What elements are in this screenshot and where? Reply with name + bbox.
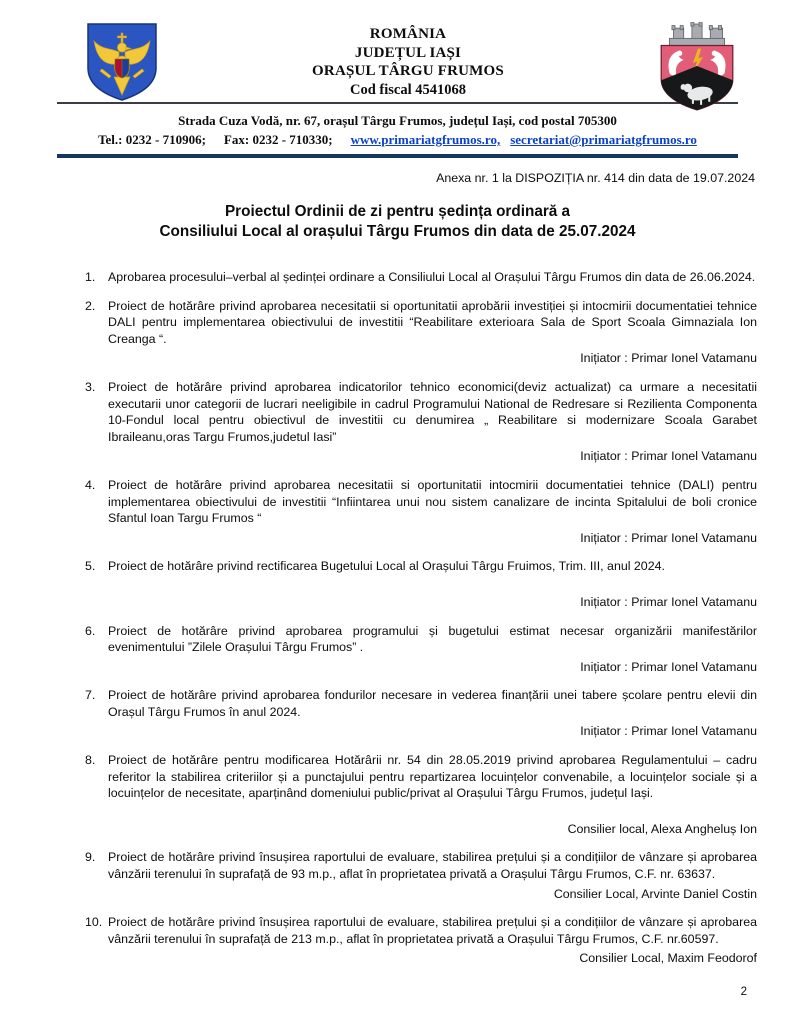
contact-line — [0, 130, 795, 149]
agenda-item-body — [108, 687, 757, 740]
agenda-item-attribution: Consilier local, Alexa Angheluș Ion — [567, 821, 757, 836]
contact-fax: Fax: 0232 - 710330; — [223, 132, 333, 147]
agenda-item-attribution: Inițiator : Primar Ionel Vatamanu — [580, 530, 757, 545]
agenda-item-body — [108, 298, 757, 367]
agenda-item — [85, 849, 757, 902]
contact-tel: Tel.: 0232 - 710906; — [98, 132, 206, 147]
header-county: JUDEȚUL IAȘI — [354, 44, 462, 61]
agenda-item — [85, 269, 757, 286]
targu-frumos-coat-of-arms-icon — [657, 22, 737, 112]
agenda-item — [85, 477, 757, 546]
agenda-item — [85, 623, 757, 676]
agenda-item-text: Proiect de hotărâre privind aprobarea indicatorilor tehnico economici(deviz actualizat) ca urmare a necesitatii executarii unor categorii de lucrari neeligibile in cadrul Programului National de Redresare si Rezilienta Componenta 10-Fondul local pentru obiectivul de investitii cu denumirea „ Reabilitare si modernizare Scoala Garabet Ibraileanu,oras Targu Frumos,judetul Iasi” — [108, 379, 757, 444]
romania-coat-of-arms — [85, 22, 159, 102]
agenda-item-attribution: Inițiator : Primar Ionel Vatamanu — [580, 351, 757, 366]
romania-coat-of-arms-icon — [85, 22, 159, 102]
agenda-item-number: 4. — [85, 477, 96, 492]
header-titles — [159, 22, 657, 99]
agenda-item-number: 2. — [85, 298, 96, 313]
agenda-item-body — [108, 269, 757, 286]
agenda-item-number: 3. — [85, 379, 96, 394]
agenda-item-body — [108, 914, 757, 967]
agenda-list — [85, 269, 757, 967]
agenda-item-attribution: Inițiator : Primar Ionel Vatamanu — [580, 449, 757, 464]
website-link[interactable]: www.primariatgfrumos.ro, — [350, 132, 501, 147]
annex-line: Anexa nr. 1 la DISPOZIȚIA nr. 414 din data de 19.07.2024 — [436, 171, 755, 185]
agenda-item-text: Proiect de hotărâre privind aprobarea necesitatii si oportunitatii intocmirii documentatiei tehnice (DALI) pentru implementarea obiectivului de investitii “Infiintarea unui nou sistem canalizare de incinta Spitalului de boli cronice Sfantul Ioan Targu Frumos “ — [108, 477, 757, 526]
agenda-item-text: Proiect de hotărâre privind însușirea raportului de evaluare, stabilirea prețului și a condițiilor de vânzare și aprobarea vânzării terenului în suprafață de 213 m.p., aflat în proprietatea privată a Orașului Târgu Frumos, C.F. nr.60597. — [108, 915, 757, 946]
page-number: 2 — [740, 986, 747, 998]
agenda-item — [85, 298, 757, 367]
agenda-item-attribution: Inițiator : Primar Ionel Vatamanu — [580, 659, 757, 674]
targu-frumos-coat-of-arms — [657, 22, 737, 112]
agenda-item — [85, 687, 757, 740]
agenda-item-text: Proiect de hotărâre pentru modificarea Hotărârii nr. 54 din 28.05.2019 privind aprobarea Regulamentului – cadru referitor la stabilirea criteriilor și a punctajului pentru repartizarea locuințelor convenabile, a locuințelor sociale și a locuințelor de necesitate, aparținând domeniului public/privat al Orașului Târgu Frumos, județul Iași. — [108, 753, 757, 801]
agenda-item-text: Proiect de hotărâre privind rectificarea Bugetului Local al Orașului Târgu Fruimos, Trim. III, anul 2024. — [108, 559, 665, 574]
agenda-item-attribution: Consilier Local, Arvinte Daniel Costin — [553, 886, 757, 901]
agenda-item-number: 10. — [85, 915, 103, 930]
agenda-item-body — [108, 849, 757, 902]
agenda-item-number: 8. — [85, 753, 96, 768]
contact-divider — [57, 154, 738, 158]
agenda-item-text: Proiect de hotărâre privind însușirea raportului de evaluare, stabilirea prețului și a condițiilor de vânzare și aprobarea vânzării terenului în suprafață de 93 m.p., aflat în proprietatea privată a Orașului Târgu Frumos, C.F. nr. 63637. — [108, 850, 757, 882]
agenda-item-attribution: Consilier Local, Maxim Feodorof — [579, 951, 757, 966]
agenda-item-text: Proiect de hotărâre privind aprobarea necesitatii si oportunitatii aprobării investiției și intocmirii documentatiei tehnice DALI pentru implementarea obiectivului de investitii “Reabilitare exterioara Sala de Sport Scoala Gimnaziala Ion Creanga “. — [108, 298, 757, 346]
agenda-item-number: 1. — [85, 270, 96, 284]
header-fiscal-code: Cod fiscal 4541068 — [350, 81, 466, 98]
agenda-item — [85, 558, 757, 610]
agenda-item-number: 6. — [85, 623, 96, 638]
email-link[interactable]: secretariat@primariatgfrumos.ro — [510, 132, 697, 147]
contact-address: Strada Cuza Vodă, nr. 67, orașul Târgu Frumos, județul Iași, cod postal 705300 — [178, 113, 617, 128]
agenda-item — [85, 379, 757, 465]
agenda-item-number: 9. — [85, 850, 96, 865]
agenda-item-attribution: Inițiator : Primar Ionel Vatamanu — [580, 594, 757, 609]
agenda-item — [85, 914, 757, 967]
agenda-item-body — [108, 752, 757, 837]
agenda-item-attribution: Inițiator : Primar Ionel Vatamanu — [580, 724, 757, 739]
header-divider — [57, 102, 738, 104]
agenda-item-number: 5. — [85, 559, 96, 574]
agenda-item-text: Proiect de hotărâre privind aprobarea programului și bugetului estimat necesar organizării manifestărilor evenimentului ”Zilele Orașului Târgu Frumos” . — [108, 623, 757, 655]
document-title-line1: Proiectul Ordinii de zi pentru ședința ordinară a — [224, 203, 571, 220]
agenda-item-body — [108, 623, 757, 676]
agenda-item-text: Aprobarea procesului–verbal al ședinței ordinare a Consiliului Local al Orașului Târgu Frumos din data de 26.06.2024. — [108, 270, 756, 284]
agenda-item-body — [108, 379, 757, 465]
agenda-item — [85, 752, 757, 837]
document-title-line2: Consiliului Local al orașului Târgu Frumos din data de 25.07.2024 — [159, 223, 636, 240]
header-city: ORAȘUL TÂRGU FRUMOS — [312, 63, 504, 79]
header — [0, 0, 795, 102]
document-title — [0, 202, 795, 242]
agenda-item-body — [108, 558, 757, 610]
header-country: ROMÂNIA — [369, 26, 447, 42]
agenda-item-body — [108, 477, 757, 546]
agenda-item-text: Proiect de hotărâre privind aprobarea fondurilor necesare in vederea finanțării unei tabere școlare pentru elevii din Orașul Târgu Frumos în anul 2024. — [108, 688, 757, 719]
contact-block — [0, 111, 795, 149]
agenda-item-number: 7. — [85, 688, 96, 703]
